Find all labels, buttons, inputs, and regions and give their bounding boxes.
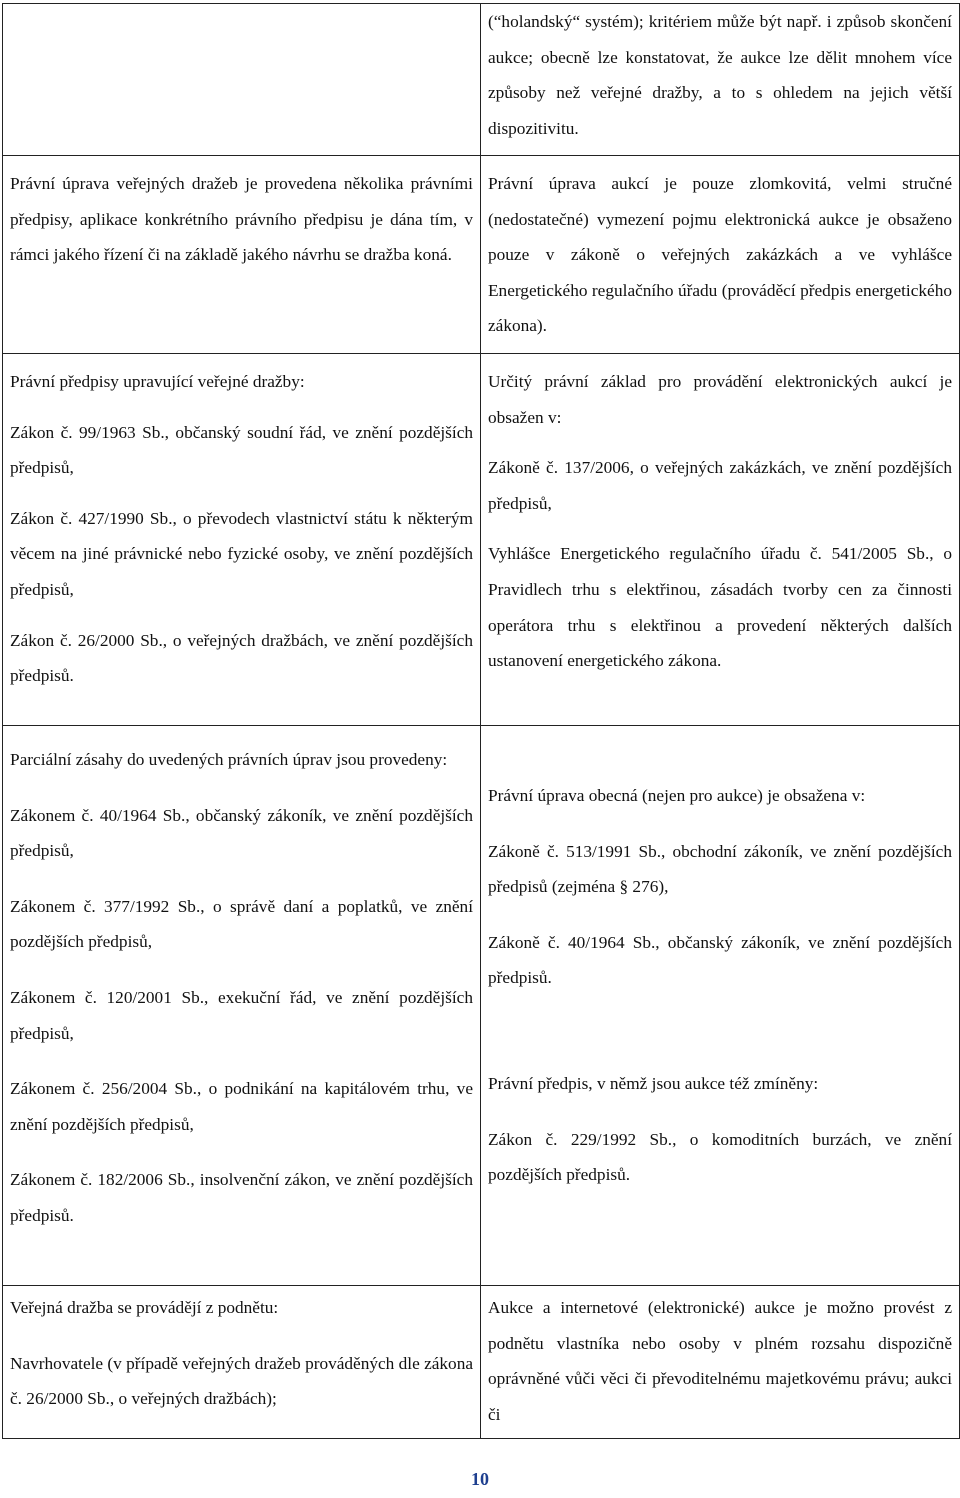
right-cell (481, 726, 960, 1286)
paragraph: (“holandský“ systém); kritériem může být např. i způsob skončení aukce; obecně lze konstatovat, že aukce lze dělit mnohem více způsoby než veřejné dražby, a to s ohledem na jejich větší dispozitivitu. (488, 12, 952, 138)
table-row (3, 354, 960, 726)
table-row (3, 156, 960, 354)
paragraph: Vyhlášce Energetického regulačního úřadu č. 541/2005 Sb., o Pravidlech trhu s elektřinou, zásadách tvorby cen za činnosti operátora trhu s elektřinou a provedení některých dalších ustanovení energetického zákona. (488, 544, 952, 671)
paragraph: Zákoně č. 137/2006, o veřejných zakázkách, ve znění pozdějších předpisů, (488, 458, 952, 513)
left-cell (3, 4, 481, 156)
right-cell (481, 4, 960, 156)
left-cell (3, 1286, 481, 1439)
paragraph: Zákoně č. 513/1991 Sb., obchodní zákoník, ve znění pozdějších předpisů (zejména § 276), (488, 841, 952, 897)
right-cell (481, 156, 960, 354)
paragraph: Zákonem č. 377/1992 Sb., o správě daní a poplatků, ve znění pozdějších předpisů, (10, 896, 473, 952)
paragraph: Zákonem č. 120/2001 Sb., exekuční řád, ve znění pozdějších předpisů, (10, 987, 473, 1043)
table-row (3, 4, 960, 156)
right-cell (481, 1286, 960, 1439)
paragraph: Zákonem č. 256/2004 Sb., o podnikání na kapitálovém trhu, ve znění pozdějších předpisů, (10, 1079, 473, 1134)
paragraph: Zákon č. 427/1990 Sb., o převodech vlastnictví státu k některým věcem na jiné právnické nebo fyzické osoby, ve znění pozdějších předpisů, (10, 508, 473, 599)
table-row (3, 726, 960, 1286)
paragraph: Zákon č. 26/2000 Sb., o veřejných dražbách, ve znění pozdějších předpisů. (10, 630, 473, 686)
paragraph: Navrhovatele (v případě veřejných dražeb prováděných dle zákona č. 26/2000 Sb., o veřejných dražbách); (10, 1353, 474, 1409)
left-cell (3, 156, 481, 354)
page-number: 10 (471, 1469, 489, 1489)
paragraph-heading: Veřejná dražba se provádějí z podnětu: (10, 1298, 279, 1317)
paragraph-heading: Určitý právní základ pro provádění elektronických aukcí je obsažen v: (488, 372, 952, 427)
paragraph: Zákonem č. 182/2006 Sb., insolvenční zákon, ve znění pozdějších předpisů. (10, 1170, 473, 1225)
comparison-table (2, 3, 960, 1439)
paragraph: Právní úprava veřejných dražeb je provedena několika právními předpisy, aplikace konkrétního právního předpisu je dána tím, v rámci jakého řízení či na základě jakého návrhu se dražba koná. (10, 174, 473, 265)
paragraph-heading: Právní úprava obecná (nejen pro aukce) je obsažena v: (488, 786, 866, 805)
paragraph: Zákoně č. 40/1964 Sb., občanský zákoník, ve znění pozdějších předpisů. (488, 932, 952, 988)
left-cell (3, 354, 481, 726)
paragraph-heading: Parciální zásahy do uvedených právních úprav jsou provedeny: (10, 750, 448, 769)
paragraph: Aukce a internetové (elektronické) aukce je možno provést z podnětu vlastníka nebo osoby v plném rozsahu dispozičně oprávněné vůči věci či převoditelnému majetkovému právu; aukci či (488, 1298, 952, 1424)
right-cell (481, 354, 960, 726)
left-cell (3, 726, 481, 1286)
paragraph: Zákonem č. 40/1964 Sb., občanský zákoník, ve znění pozdějších předpisů, (10, 805, 473, 861)
paragraph-heading: Právní předpis, v němž jsou aukce též zmíněny: (488, 1073, 819, 1093)
paragraph-heading: Právní předpisy upravující veřejné dražby: (10, 372, 305, 391)
paragraph: Právní úprava aukcí je pouze zlomkovitá, velmi stručné (nedostatečné) vymezení pojmu elektronická aukce je obsaženo pouze v zákoně o veřejných zakázkách a ve vyhlášce Energetického regulačního úřadu (prováděcí předpis energetického zákona). (488, 174, 952, 336)
paragraph: Zákon č. 99/1963 Sb., občanský soudní řád, ve znění pozdějších předpisů, (10, 422, 473, 478)
paragraph: Zákon č. 229/1992 Sb., o komoditních burzách, ve znění pozdějších předpisů. (488, 1129, 952, 1185)
table-row (3, 1286, 960, 1439)
